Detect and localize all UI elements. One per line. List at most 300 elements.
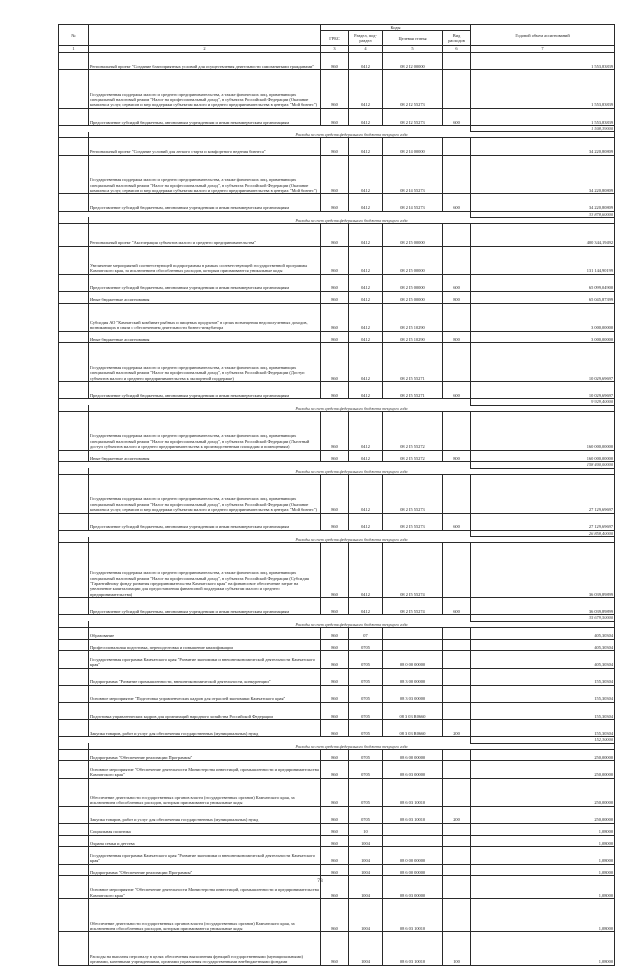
cell-grbs: 860 — [321, 847, 349, 864]
cell-num — [59, 702, 89, 719]
cell-exptype — [443, 835, 471, 847]
cell-sum: 65 099,04900 — [471, 274, 615, 291]
cell-num — [59, 223, 89, 246]
cell-article: 08 3 00 00000 — [383, 668, 443, 685]
cell-name: Профессиональная подготовка, переподготовка и повышение квалификации — [89, 639, 321, 651]
cell-article: 08 2 I5 55273 — [383, 513, 443, 530]
cell-section: 0705 — [349, 685, 383, 702]
cell-grbs: 860 — [321, 651, 349, 668]
cell-sum: 34 220,80809 — [471, 155, 615, 194]
cell-name: Основное мероприятие "Обеспечение деятельности Министерства инвестиций, промышленности и предпринимательства Камчатского края" — [89, 761, 321, 778]
cell-num — [59, 343, 89, 382]
cell-grbs: 860 — [321, 291, 349, 303]
table-row — [59, 331, 615, 343]
cell-grbs: 860 — [321, 382, 349, 399]
cell-num — [59, 138, 89, 155]
cell-sum: 1 553,83839 — [471, 70, 615, 109]
cell-article: 08 2 I5 55274 — [383, 598, 443, 615]
cell-article: 08 6 00 00000 — [383, 864, 443, 876]
cell-article: 08 2 I5 55271 — [383, 382, 443, 399]
cell-num — [59, 778, 89, 806]
cell-num — [59, 864, 89, 876]
table-row — [59, 543, 615, 598]
table-row — [59, 864, 615, 876]
cell-grbs: 860 — [321, 70, 349, 109]
cell-article: 08 2 I2 55273 — [383, 108, 443, 125]
federal-share-amount: 35 679,50000 — [471, 615, 615, 621]
cell-name: Основное мероприятие "Подготовка управленческих кадров для отраслей экономики Камчатского края" — [89, 685, 321, 702]
cell-exptype — [443, 246, 471, 274]
cell-section: 1004 — [349, 847, 383, 864]
table-row — [59, 702, 615, 719]
cell-num — [59, 70, 89, 109]
cell-sum: 250,00000 — [471, 761, 615, 778]
header-grbs: ГРБС — [321, 31, 349, 46]
cell-article: 08 2 I4 55273 — [383, 155, 443, 194]
table-row — [59, 823, 615, 835]
cell-grbs: 860 — [321, 627, 349, 639]
cell-name: Иные бюджетные ассигнования — [89, 450, 321, 462]
cell-section: 0705 — [349, 668, 383, 685]
table-row — [59, 194, 615, 211]
table-row — [59, 835, 615, 847]
cell-name: Образование — [89, 627, 321, 639]
cell-article: 08 2 I5 55274 — [383, 543, 443, 598]
cell-sum: 250,00000 — [471, 749, 615, 761]
cell-article: 08 2 I5 55272 — [383, 450, 443, 462]
cell-article: 08 6 03 10010 — [383, 899, 443, 932]
cell-num — [59, 303, 89, 331]
cell-grbs: 860 — [321, 331, 349, 343]
cell-num — [59, 899, 89, 932]
col-number-7: 7 — [471, 46, 615, 52]
cell-section: 1004 — [349, 835, 383, 847]
cell-section: 0412 — [349, 543, 383, 598]
cell-sum: 1 553,83839 — [471, 108, 615, 125]
cell-grbs: 860 — [321, 274, 349, 291]
table-row — [59, 70, 615, 109]
cell-sum: 155,30304 — [471, 702, 615, 719]
cell-grbs: 860 — [321, 864, 349, 876]
cell-article: 08 0 00 00000 — [383, 847, 443, 864]
federal-share-amount: 158 400,00000 — [471, 462, 615, 468]
cell-exptype: 200 — [443, 806, 471, 823]
header-section: Раздел, под-раздел — [349, 31, 383, 46]
table-row — [59, 411, 615, 450]
cell-section: 07 — [349, 627, 383, 639]
cell-sum: 10 029,69697 — [471, 382, 615, 399]
cell-article: 08 2 I5 55272 — [383, 411, 443, 450]
cell-num — [59, 847, 89, 864]
table-row — [59, 668, 615, 685]
cell-num — [59, 685, 89, 702]
cell-name: Обеспечение деятельности государственных органов власти (государственных органов) Камчатского края, за исключением обособленных расходов, которым присваиваются уникальные коды — [89, 778, 321, 806]
cell-num — [59, 543, 89, 598]
cell-num — [59, 108, 89, 125]
cell-exptype — [443, 474, 471, 513]
cell-article: 08 2 I5 55273 — [383, 474, 443, 513]
cell-num — [59, 823, 89, 835]
cell-section: 10 — [349, 823, 383, 835]
table-row — [59, 343, 615, 382]
cell-exptype — [443, 864, 471, 876]
cell-num — [59, 806, 89, 823]
federal-share-amount: 26 858,40000 — [471, 530, 615, 536]
cell-article: 08 0 00 00000 — [383, 651, 443, 668]
cell-article — [383, 835, 443, 847]
cell-article: 08 3 03 R0660 — [383, 702, 443, 719]
federal-share-amount: 1 508,39000 — [471, 125, 615, 131]
cell-section: 0412 — [349, 70, 383, 109]
cell-sum: 1,08000 — [471, 876, 615, 899]
budget-body — [59, 52, 615, 965]
cell-grbs: 860 — [321, 932, 349, 965]
cell-num — [59, 598, 89, 615]
cell-sum: 405,30304 — [471, 639, 615, 651]
cell-grbs: 860 — [321, 749, 349, 761]
cell-section: 0705 — [349, 806, 383, 823]
col-number-1: 1 — [59, 46, 89, 52]
table-row — [59, 450, 615, 462]
cell-grbs: 860 — [321, 474, 349, 513]
table-row — [59, 138, 615, 155]
cell-article: 08 2 I2 55273 — [383, 70, 443, 109]
cell-name: Подпрограмма "Обеспечение реализации Программы" — [89, 749, 321, 761]
cell-name: Увеличение мероприятий соответствующей подпрограммы в рамках соответствующей государственной программы Камчатского края, за исключением обособленных расходов, которым присваиваются уникальные коды — [89, 246, 321, 274]
cell-sum: 250,00000 — [471, 806, 615, 823]
cell-section: 1004 — [349, 932, 383, 965]
cell-article: 08 3 03 R0660 — [383, 720, 443, 737]
cell-section: 0705 — [349, 749, 383, 761]
table-row — [59, 274, 615, 291]
cell-sum: 34 220,80809 — [471, 194, 615, 211]
cell-num — [59, 246, 89, 274]
table-row — [59, 627, 615, 639]
cell-article: 08 2 I4 00000 — [383, 138, 443, 155]
cell-num — [59, 450, 89, 462]
cell-sum: 1 553,83839 — [471, 52, 615, 69]
cell-sum: 1,08000 — [471, 847, 615, 864]
cell-name: Обеспечение деятельности государственных органов власти (государственных органов) Камчатского края, за исключением обособленных расходов, которым присваиваются уникальные коды — [89, 899, 321, 932]
cell-exptype: 600 — [443, 274, 471, 291]
cell-name: Закупка товаров, работ и услуг для обеспечения государственных (муниципальных) нужд — [89, 720, 321, 737]
cell-num — [59, 513, 89, 530]
table-row — [59, 513, 615, 530]
cell-section: 0412 — [349, 331, 383, 343]
cell-sum: 155,30304 — [471, 685, 615, 702]
cell-grbs: 860 — [321, 685, 349, 702]
cell-section: 0705 — [349, 651, 383, 668]
cell-sum: 27 129,69697 — [471, 513, 615, 530]
cell-section: 0412 — [349, 52, 383, 69]
cell-name: Закупка товаров, работ и услуг для обеспечения государственных (муниципальных) нужд — [89, 806, 321, 823]
cell-section: 0412 — [349, 246, 383, 274]
cell-section: 1004 — [349, 899, 383, 932]
table-row — [59, 52, 615, 69]
col-number-3: 3 — [321, 46, 349, 52]
cell-sum: 160 000,00000 — [471, 411, 615, 450]
table-row — [59, 806, 615, 823]
col-number-2: 2 — [89, 46, 321, 52]
cell-grbs: 860 — [321, 639, 349, 651]
cell-sum: 10 029,69697 — [471, 343, 615, 382]
cell-exptype — [443, 847, 471, 864]
table-row — [59, 223, 615, 246]
cell-section: 0705 — [349, 761, 383, 778]
cell-sum: 34 220,80809 — [471, 138, 615, 155]
cell-exptype — [443, 343, 471, 382]
cell-grbs: 860 — [321, 450, 349, 462]
cell-section: 0412 — [349, 194, 383, 211]
cell-section: 0412 — [349, 382, 383, 399]
cell-name: Государственная поддержка малого и среднего предпринимательства, а также физических лиц, применяющих специальный налоговый режим "Налог на профессиональный доход", в субъектах Российской Федерации (Льготный доступ субъектов малого и среднего предпринимательства к производственным площадям и помещениям) — [89, 411, 321, 450]
cell-name: Предоставление субсидий бюджетным, автономным учреждениям и иным некоммерческим организациям — [89, 108, 321, 125]
cell-name: Подготовка управленческих кадров для организаций народного хозяйства Российской Федерации — [89, 702, 321, 719]
cell-sum: 3 000,00000 — [471, 331, 615, 343]
cell-section: 0412 — [349, 450, 383, 462]
cell-num — [59, 639, 89, 651]
cell-name: Предоставление субсидий бюджетным, автономным учреждениям и иным некоммерческим организациям — [89, 194, 321, 211]
cell-section: 0412 — [349, 513, 383, 530]
table-row — [59, 720, 615, 737]
cell-section: 1004 — [349, 864, 383, 876]
cell-grbs: 860 — [321, 702, 349, 719]
col-number-5: 5 — [383, 46, 443, 52]
cell-sum: 400 344,19492 — [471, 223, 615, 246]
budget-sheet — [58, 24, 614, 966]
cell-exptype: 800 — [443, 331, 471, 343]
cell-num — [59, 932, 89, 965]
cell-sum: 405,30304 — [471, 651, 615, 668]
cell-exptype — [443, 899, 471, 932]
cell-exptype — [443, 749, 471, 761]
cell-grbs: 860 — [321, 194, 349, 211]
cell-grbs: 860 — [321, 598, 349, 615]
cell-article: 08 2 I4 55273 — [383, 194, 443, 211]
cell-exptype: 200 — [443, 720, 471, 737]
cell-num — [59, 749, 89, 761]
cell-sum: 1,08000 — [471, 864, 615, 876]
cell-grbs: 860 — [321, 835, 349, 847]
cell-name: Предоставление субсидий бюджетным, автономным учреждениям и иным некоммерческим организациям — [89, 598, 321, 615]
cell-name: Государственная поддержка малого и среднего предпринимательства, а также физических лиц, применяющих специальный налоговый режим "Налог на профессиональный доход", в субъектах Российской Федерации (Субсидия "Гарантийному фонду развития предпринимательства Камчатского края" на финансовое обеспечение затрат на увеличение капитализации для предоставления финансовой поддержки субъектам малого и среднего предпринимательства) — [89, 543, 321, 598]
cell-sum: 405,30304 — [471, 627, 615, 639]
header-exptype: Вид расходов — [443, 31, 471, 46]
cell-exptype — [443, 52, 471, 69]
funding-note: Расходы за счет средств федерального бюджета текущего года — [89, 537, 615, 543]
cell-exptype: 800 — [443, 450, 471, 462]
cell-exptype: 600 — [443, 598, 471, 615]
cell-sum: 155,30304 — [471, 668, 615, 685]
cell-name: Государственная поддержка малого и среднего предпринимательства, а также физических лиц, применяющих специальный налоговый режим "Налог на профессиональный доход", в субъектах Российской Федерации (Оказание комплекса услуг, сервисов и мер поддержки субъектам малого и среднего предпринимательства в центрах "Мой бизнес") — [89, 474, 321, 513]
cell-exptype: 600 — [443, 194, 471, 211]
cell-exptype — [443, 778, 471, 806]
col-number-4: 4 — [349, 46, 383, 52]
cell-article: 08 2 I5 55271 — [383, 343, 443, 382]
cell-section: 0705 — [349, 702, 383, 719]
cell-section: 0412 — [349, 343, 383, 382]
cell-section: 0705 — [349, 639, 383, 651]
cell-name: Социальная политика — [89, 823, 321, 835]
table-row — [59, 749, 615, 761]
cell-article: 08 6 03 10010 — [383, 932, 443, 965]
cell-name: Государственная поддержка малого и среднего предпринимательства, а также физических лиц, применяющих специальный налоговый режим "Налог на профессиональный доход", в субъектах Российской Федерации (Оказание комплекса услуг, сервисов и мер поддержки субъектам малого и среднего предпринимательства в центрах "Мой бизнес") — [89, 155, 321, 194]
header-num: № — [59, 25, 89, 46]
cell-sum: 1,08000 — [471, 899, 615, 932]
federal-share-amount: 33 878,60000 — [471, 211, 615, 217]
table-row — [59, 291, 615, 303]
cell-exptype — [443, 411, 471, 450]
cell-article: 08 6 03 00000 — [383, 876, 443, 899]
cell-exptype — [443, 138, 471, 155]
cell-section: 1004 — [349, 876, 383, 899]
cell-name: Основное мероприятие "Обеспечение деятельности Министерства инвестиций, промышленности и предпринимательства Камчатского края" — [89, 876, 321, 899]
table-row — [59, 761, 615, 778]
cell-num — [59, 331, 89, 343]
table-row — [59, 639, 615, 651]
cell-sum: 160 000,00000 — [471, 450, 615, 462]
table-row — [59, 932, 615, 965]
cell-exptype — [443, 823, 471, 835]
table-row — [59, 651, 615, 668]
cell-exptype — [443, 543, 471, 598]
cell-section: 0412 — [349, 598, 383, 615]
table-row — [59, 108, 615, 125]
cell-grbs: 860 — [321, 223, 349, 246]
cell-grbs: 860 — [321, 778, 349, 806]
cell-num — [59, 651, 89, 668]
cell-num — [59, 411, 89, 450]
cell-exptype — [443, 668, 471, 685]
cell-article: 08 3 03 00000 — [383, 685, 443, 702]
cell-name: Расходы на выплаты персоналу в целях обеспечения выполнения функций государственными (муниципальными) органами, казенными учреждениями, органами управления государственными внебюджетными фондами — [89, 932, 321, 965]
cell-grbs: 860 — [321, 876, 349, 899]
cell-article: 08 6 00 00000 — [383, 749, 443, 761]
cell-name: Государственная программа Камчатского края "Развитие экономики и внешнеэкономической деятельности Камчатского края" — [89, 847, 321, 864]
cell-grbs: 860 — [321, 761, 349, 778]
cell-sum: 3 000,00000 — [471, 303, 615, 331]
cell-name: Государственная программа Камчатского края "Развитие экономики и внешнеэкономической деятельности Камчатского края" — [89, 651, 321, 668]
cell-article: 08 2 I5 10290 — [383, 303, 443, 331]
cell-name: Иные бюджетные ассигнования — [89, 291, 321, 303]
table-row — [59, 303, 615, 331]
cell-exptype — [443, 639, 471, 651]
cell-article: 08 2 I2 00000 — [383, 52, 443, 69]
funding-note: Расходы за счет средств федерального бюджета текущего года — [89, 621, 615, 627]
cell-num — [59, 668, 89, 685]
cell-name: Иные бюджетные ассигнования — [89, 331, 321, 343]
cell-exptype — [443, 627, 471, 639]
budget-table — [58, 24, 615, 966]
cell-name: Подпрограмма "Развитие промышленности, внешнеэкономической деятельности, конкуренции" — [89, 668, 321, 685]
cell-grbs: 860 — [321, 823, 349, 835]
cell-grbs: 860 — [321, 343, 349, 382]
cell-section: 0412 — [349, 411, 383, 450]
cell-sum: 1,08000 — [471, 932, 615, 965]
cell-num — [59, 155, 89, 194]
col-number-6: 6 — [443, 46, 471, 52]
cell-exptype: 100 — [443, 932, 471, 965]
cell-num — [59, 382, 89, 399]
table-row — [59, 598, 615, 615]
cell-grbs: 860 — [321, 720, 349, 737]
funding-note: Расходы за счет средств федерального бюджета текущего года — [89, 217, 615, 223]
cell-article: 08 6 03 10010 — [383, 778, 443, 806]
cell-section: 0412 — [349, 291, 383, 303]
cell-sum: 1,08000 — [471, 835, 615, 847]
cell-exptype — [443, 702, 471, 719]
header-article: Целевая статья — [383, 31, 443, 46]
cell-section: 0412 — [349, 223, 383, 246]
cell-article: 08 2 I5 00000 — [383, 291, 443, 303]
cell-article: 08 6 03 10010 — [383, 806, 443, 823]
cell-name: Региональный проект "Акселерация субъектов малого и среднего предпринимательства" — [89, 223, 321, 246]
cell-section: 0412 — [349, 108, 383, 125]
table-row — [59, 899, 615, 932]
cell-exptype — [443, 223, 471, 246]
cell-name: Субсидия АО "Камчатский комбинат рыбных и пищевых продуктов" в целях возмещения недополученных доходов, возникающих в связи с обеспечением деятельности бизнес-инкубатора — [89, 303, 321, 331]
cell-sum: 250,00000 — [471, 778, 615, 806]
header-total: Годовой объем ассигнований — [471, 25, 615, 46]
cell-grbs: 860 — [321, 899, 349, 932]
cell-exptype — [443, 303, 471, 331]
cell-grbs: 860 — [321, 52, 349, 69]
cell-num — [59, 291, 89, 303]
cell-grbs: 860 — [321, 155, 349, 194]
cell-name: Региональный проект "Создание благоприятных условий для осуществления деятельности самозанятыми гражданами" — [89, 52, 321, 69]
funding-note: Расходы за счет средств федерального бюджета текущего года — [89, 132, 615, 138]
cell-name: Подпрограмма "Обеспечение реализации Программы" — [89, 864, 321, 876]
cell-exptype: 600 — [443, 382, 471, 399]
cell-grbs: 860 — [321, 668, 349, 685]
cell-sum: 36 039,89899 — [471, 543, 615, 598]
cell-section: 0412 — [349, 274, 383, 291]
table-row — [59, 155, 615, 194]
cell-exptype — [443, 761, 471, 778]
cell-grbs: 860 — [321, 513, 349, 530]
cell-section: 0705 — [349, 720, 383, 737]
cell-num — [59, 627, 89, 639]
cell-exptype: 600 — [443, 513, 471, 530]
table-row — [59, 778, 615, 806]
header-codes: Коды — [321, 25, 471, 31]
cell-num — [59, 194, 89, 211]
table-row — [59, 847, 615, 864]
cell-article — [383, 639, 443, 651]
cell-section: 0412 — [349, 155, 383, 194]
cell-exptype: 800 — [443, 291, 471, 303]
cell-name: Предоставление субсидий бюджетным, автономным учреждениям и иным некоммерческим организациям — [89, 274, 321, 291]
cell-grbs: 860 — [321, 138, 349, 155]
cell-sum: 65 045,87399 — [471, 291, 615, 303]
cell-sum: 1,08000 — [471, 823, 615, 835]
cell-article: 08 2 I5 00000 — [383, 274, 443, 291]
funding-note: Расходы за счет средств федерального бюджета текущего года — [89, 468, 615, 474]
table-row — [59, 474, 615, 513]
cell-sum: 155,30304 — [471, 720, 615, 737]
cell-sum: 36 039,89899 — [471, 598, 615, 615]
cell-grbs: 860 — [321, 108, 349, 125]
cell-section: 0412 — [349, 303, 383, 331]
cell-num — [59, 761, 89, 778]
cell-exptype — [443, 651, 471, 668]
cell-grbs: 860 — [321, 246, 349, 274]
cell-exptype — [443, 685, 471, 702]
cell-name: Предоставление субсидий бюджетным, автономным учреждениям и иным некоммерческим организациям — [89, 513, 321, 530]
federal-share-amount: 152,30000 — [471, 737, 615, 743]
cell-num — [59, 720, 89, 737]
cell-name: Региональный проект "Создание условий для легкого старта и комфортного ведения бизнеса" — [89, 138, 321, 155]
